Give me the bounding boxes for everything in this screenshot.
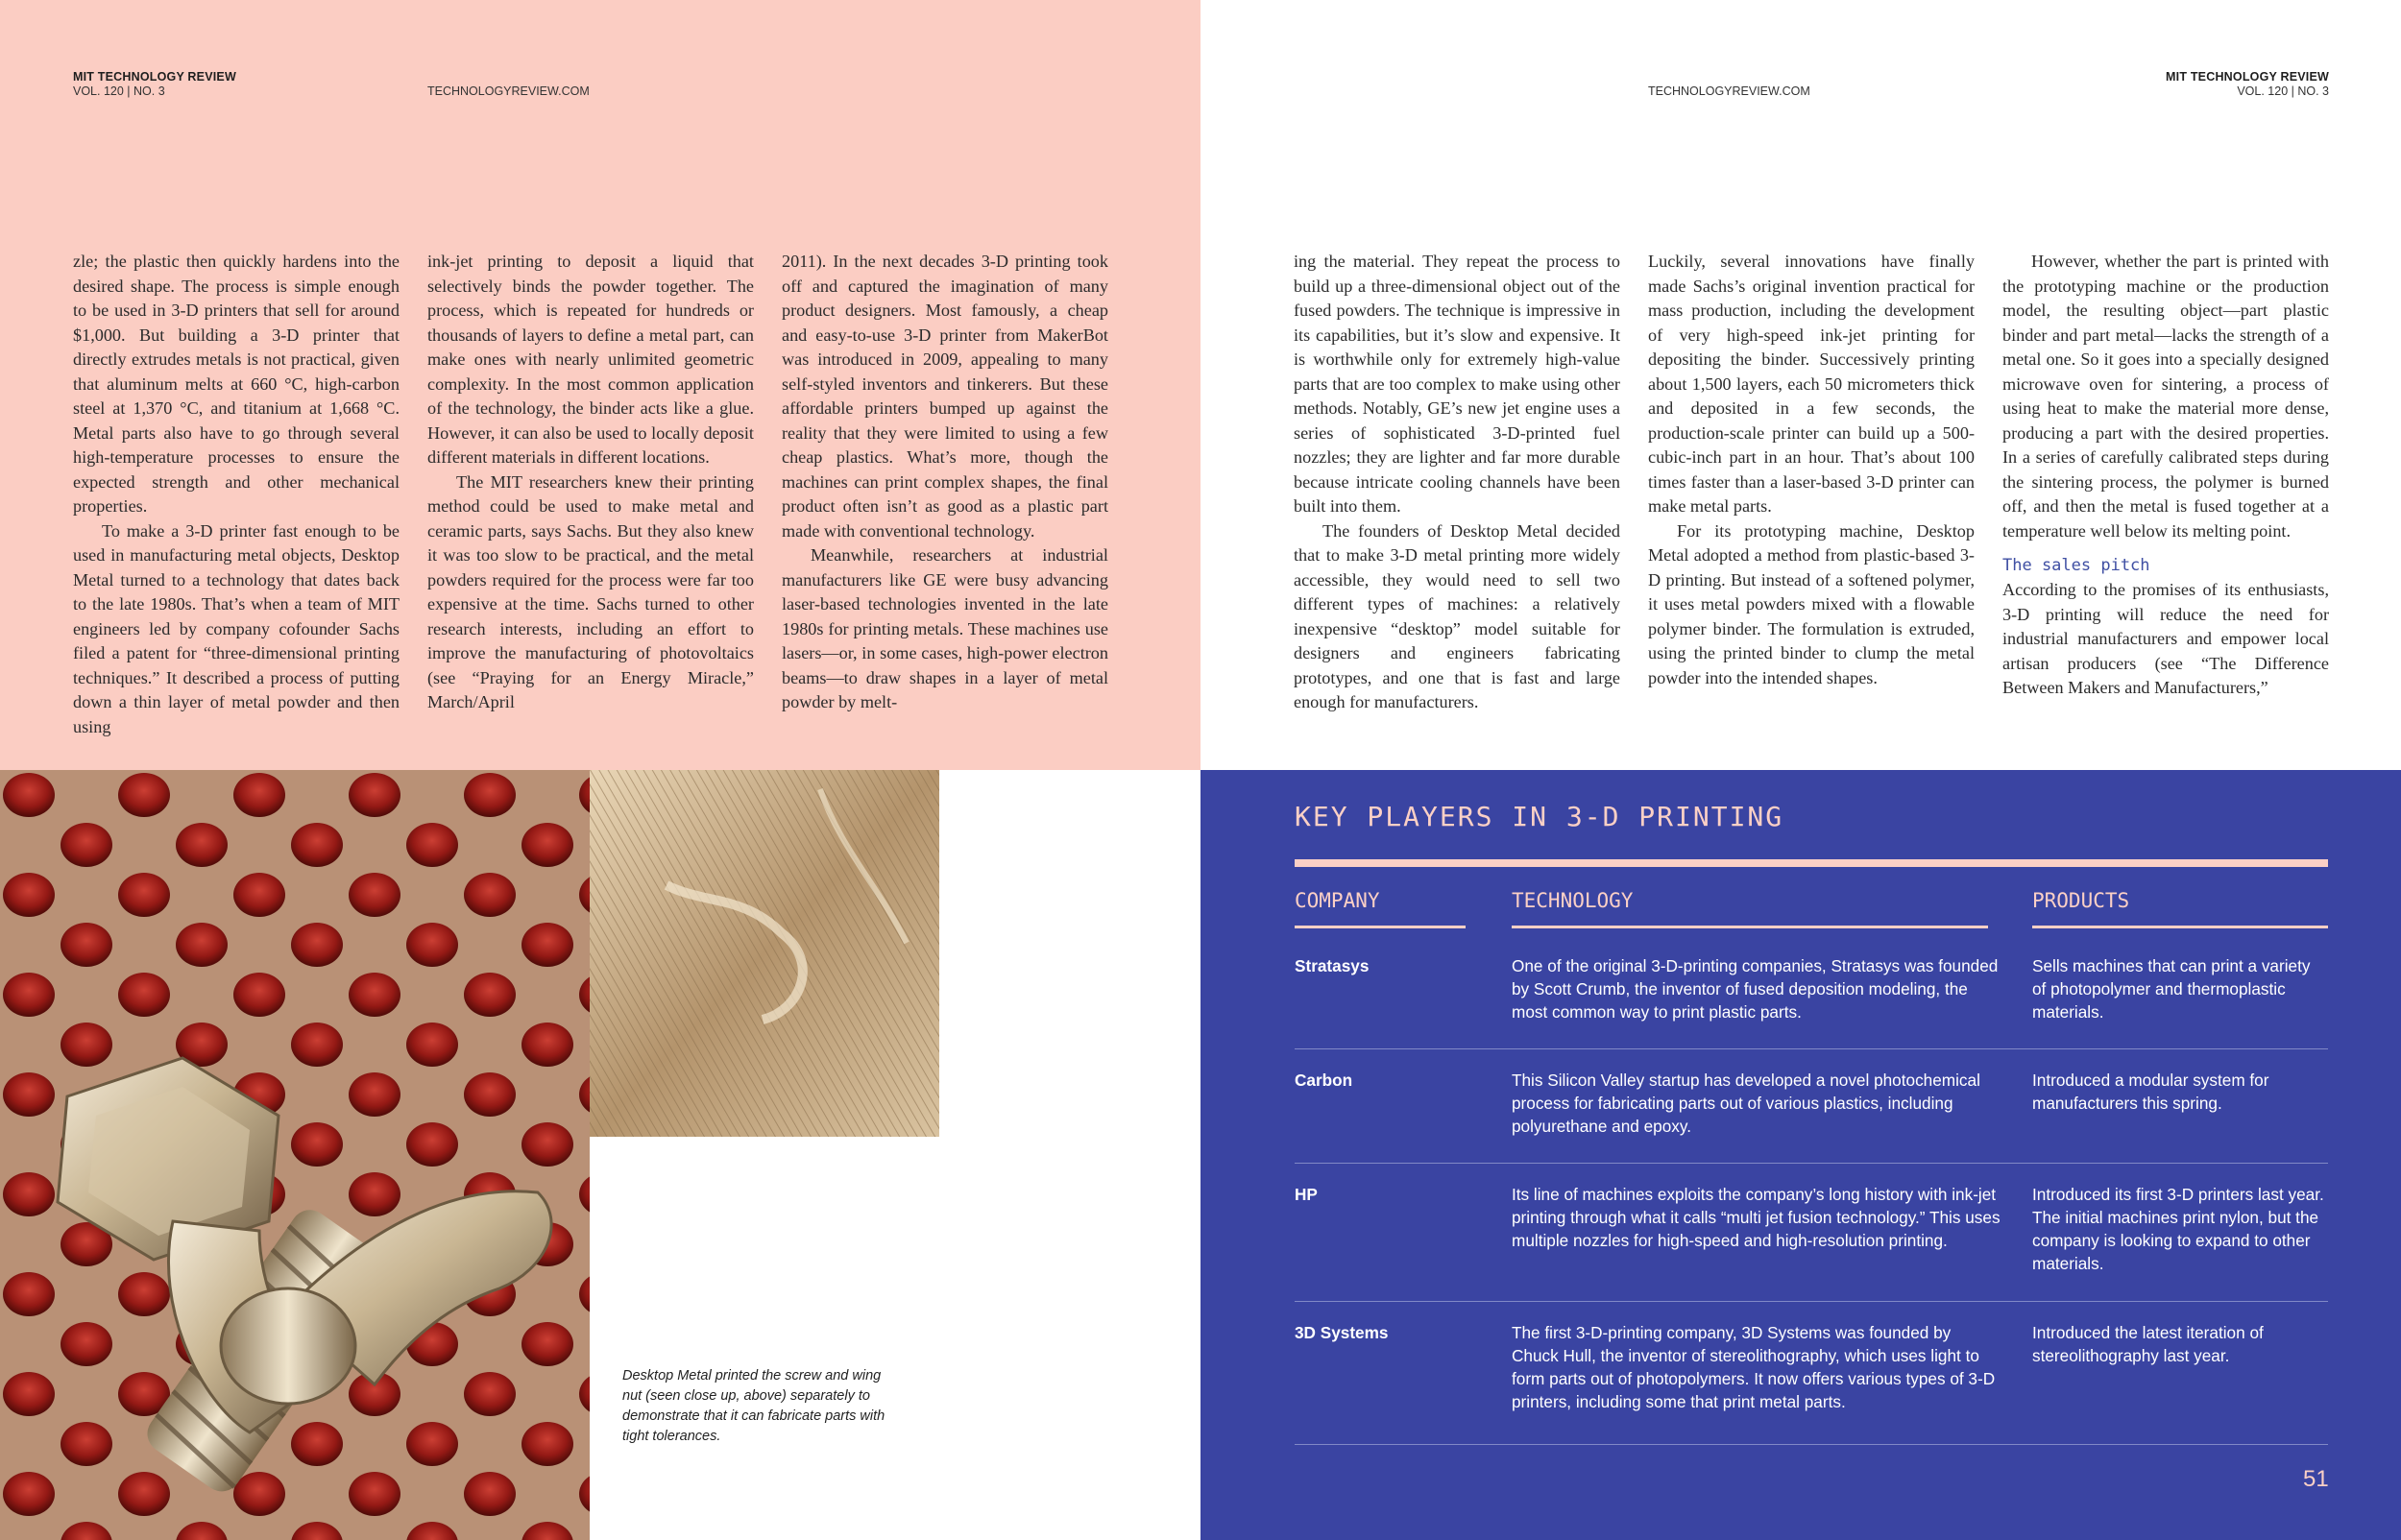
- volume-issue: VOL. 120 | NO. 3: [73, 84, 165, 98]
- paragraph: Meanwhile, researchers at industrial manufacturers like GE were busy advancing laser-based technologies invented in the late 1980s for printing metals. These machines use lasers—or, in some cases, high-power electron beams—to draw shapes in a layer of metal powder by melt-: [782, 545, 1108, 711]
- magazine-name: MIT TECHNOLOGY REVIEW: [2166, 70, 2329, 84]
- company-name: HP: [1295, 1185, 1318, 1204]
- technology-desc: The first 3-D-printing company, 3D Systems was founded by Chuck Hull, the inventor of stereolithography, which uses light to form parts out of photopolymers. It now offers various types of 3-D printers, including some that print metal parts.: [1512, 1323, 1996, 1411]
- article-column-4: [1294, 250, 1620, 715]
- technology-desc: Its line of machines exploits the company’s long history with ink-jet printing through what it calls “multi jet fusion technology.” This uses multiple nozzles for high-speed and high-resolution printing.: [1512, 1185, 2001, 1250]
- paragraph: zle; the plastic then quickly hardens into the desired shape. The process is simple enough to be used in 3-D printers that sell for around $1,000. But building a 3-D printer that directly extrudes metals is not practical, given that aluminum melts at 660 °C, high-carbon steel at 1,370 °C, and titanium at 1,668 °C. Metal parts also have to go through several high-temperature processes to ensure the expected strength and other mechanical properties.: [73, 252, 400, 516]
- volume-issue: VOL. 120 | NO. 3: [2237, 84, 2329, 98]
- paragraph: The MIT researchers knew their printing method could be used to make metal and ceramic parts, says Sachs. But they also knew it was too slow to be practical, and the metal powders required for the process were far too expensive at the time. Sachs turned to other research interests, including an effort to improve the manufacturing of photovoltaics (see “Praying for an Energy Miracle,” March/April: [427, 471, 754, 711]
- table-row: [1295, 1163, 2328, 1302]
- paragraph: However, whether the part is printed with the prototyping machine or the production model, the resulting object—part plastic binder and part metal—lacks the strength of a metal one. So it goes into a specially designed microwave oven for sintering, a process of using heat to make the material more dense, producing a part with the desired properties. In a series of carefully calibrated steps during the sintering process, the polymer is burned off, and then the metal is fused together at a temperature well below its melting point.: [2002, 252, 2329, 541]
- table-title: KEY PLAYERS IN 3-D PRINTING: [1295, 801, 1784, 832]
- screw-wingnut-illustration: [0, 770, 590, 1540]
- article-column-1: [73, 250, 400, 739]
- section-subhead: The sales pitch: [2002, 556, 2150, 575]
- screw-wingnut-photo: [0, 770, 590, 1540]
- products-desc: Sells machines that can print a variety of photopolymer and thermoplastic materials.: [2032, 956, 2311, 1022]
- products-desc: Introduced a modular system for manufacturers this spring.: [2032, 1071, 2269, 1113]
- header-company: COMPANY: [1295, 889, 1466, 928]
- paragraph: 2011). In the next decades 3-D printing took off and captured the imagination of many product designers. Most famously, a cheap and easy-to-use 3-D printer from MakerBot was introduced in 2009, appealing to many self-styled inventors and tinkerers. But these affordable printers bumped up against the reality that they were limited to using a few cheap plastics. What’s more, though the machines can print complex shapes, the final product often isn’t as good as a plastic part made with conventional technology.: [782, 252, 1108, 541]
- paragraph: According to the promises of its enthusiasts, 3-D printing will reduce the need for industrial manufacturers and empower local artisan producers (see “The Difference Between Makers and Manufacturers,”: [2002, 580, 2329, 697]
- company-name: Carbon: [1295, 1071, 1353, 1090]
- title-divider: [1295, 859, 2328, 867]
- paragraph: The founders of Desktop Metal decided that to make 3-D metal printing more widely accessible, they would need to sell two different types of machines: a relatively inexpensive “desktop” model suitable for designers and engineers fabricating prototypes, and one that is fast and large enough for manufacturers.: [1294, 520, 1620, 711]
- article-column-3: [782, 250, 1108, 715]
- paragraph: ing the material. They repeat the process to build up a three-dimensional object out of the fused powders. The technique is impressive in its capabilities, but it’s slow and expensive. It is worthwhile only for extremely high-value parts that are too complex to make using other methods. Notably, GE’s new jet engine uses a series of sophisticated 3-D-printed fuel nozzles; they are lighter and far more durable because intricate cooling channels have been built into them.: [1294, 252, 1620, 516]
- right-site-url: TECHNOLOGYREVIEW.COM: [1648, 84, 1810, 98]
- products-desc: Introduced the latest iteration of stereolithography last year.: [2032, 1323, 2264, 1365]
- table-row: [1295, 1048, 2328, 1164]
- closeup-surface-photo: [590, 770, 939, 1137]
- header-technology: TECHNOLOGY: [1512, 889, 1988, 928]
- paragraph: ink-jet printing to deposit a liquid that selectively binds the powder together. The process, which is repeated for hundreds or thousands of layers to define a metal part, can make ones with nearly unlimited geometric complexity. In the most common application of the technology, the binder acts like a glue. However, it can also be used to locally deposit different materials in different locations.: [427, 252, 754, 467]
- products-desc: Introduced its first 3-D printers last year. The initial machines print nylon, but the company is looking to expand to other materials.: [2032, 1185, 2324, 1273]
- right-masthead: [2065, 70, 2329, 99]
- article-column-5: [1648, 250, 1975, 690]
- table-row: [1295, 1301, 2328, 1445]
- company-name: Stratasys: [1295, 956, 1370, 975]
- paragraph: Luckily, several innovations have finally made Sachs’s original invention practical for mass production, including the development of very high-speed ink-jet printing for depositing the binder. Successively printing about 1,500 layers, each 50 micrometers thick and deposited in a few seconds, the production-scale printer can build up a 500-cubic-inch part in an hour. That’s about 100 times faster than a laser-based 3-D printer can make metal parts.: [1648, 252, 1975, 516]
- photo-caption: Desktop Metal printed the screw and wing nut (seen close up, above) separately to demonstrate that it can fabricate parts with tight tolerances.: [622, 1368, 885, 1444]
- magazine-name: MIT TECHNOLOGY REVIEW: [73, 70, 236, 84]
- header-products: PRODUCTS: [2032, 889, 2328, 928]
- article-column-6: [2002, 250, 2329, 701]
- technology-desc: This Silicon Valley startup has developed a novel photochemical process for fabricating parts out of various plastics, including polyurethane and epoxy.: [1512, 1071, 1980, 1136]
- company-name: 3D Systems: [1295, 1323, 1389, 1342]
- metal-texture-illustration: [590, 770, 939, 1137]
- paragraph: To make a 3-D printer fast enough to be used in manufacturing metal objects, Desktop Metal turned to a technology that dates back to the late 1980s. That’s when a team of MIT engineers led by company cofounder Sachs filed a patent for “three-dimensional printing techniques.” It described a process of putting down a thin layer of metal powder and then using: [73, 520, 400, 736]
- article-column-2: [427, 250, 754, 715]
- key-players-table: [1200, 770, 2401, 1540]
- page-number: 51: [2303, 1466, 2329, 1492]
- left-site-url: TECHNOLOGYREVIEW.COM: [427, 84, 590, 98]
- left-masthead: [73, 70, 236, 99]
- paragraph: For its prototyping machine, Desktop Metal adopted a method from plastic-based 3-D printing. But instead of a softened polymer, it uses metal powders mixed with a flowable polymer binder. The formulation is extruded, using the printed binder to clump the metal powder into the intended shapes.: [1648, 520, 1975, 687]
- technology-desc: One of the original 3-D-printing companies, Stratasys was founded by Scott Crumb, the inventor of fused deposition modeling, the most common way to print plastic parts.: [1512, 956, 1999, 1022]
